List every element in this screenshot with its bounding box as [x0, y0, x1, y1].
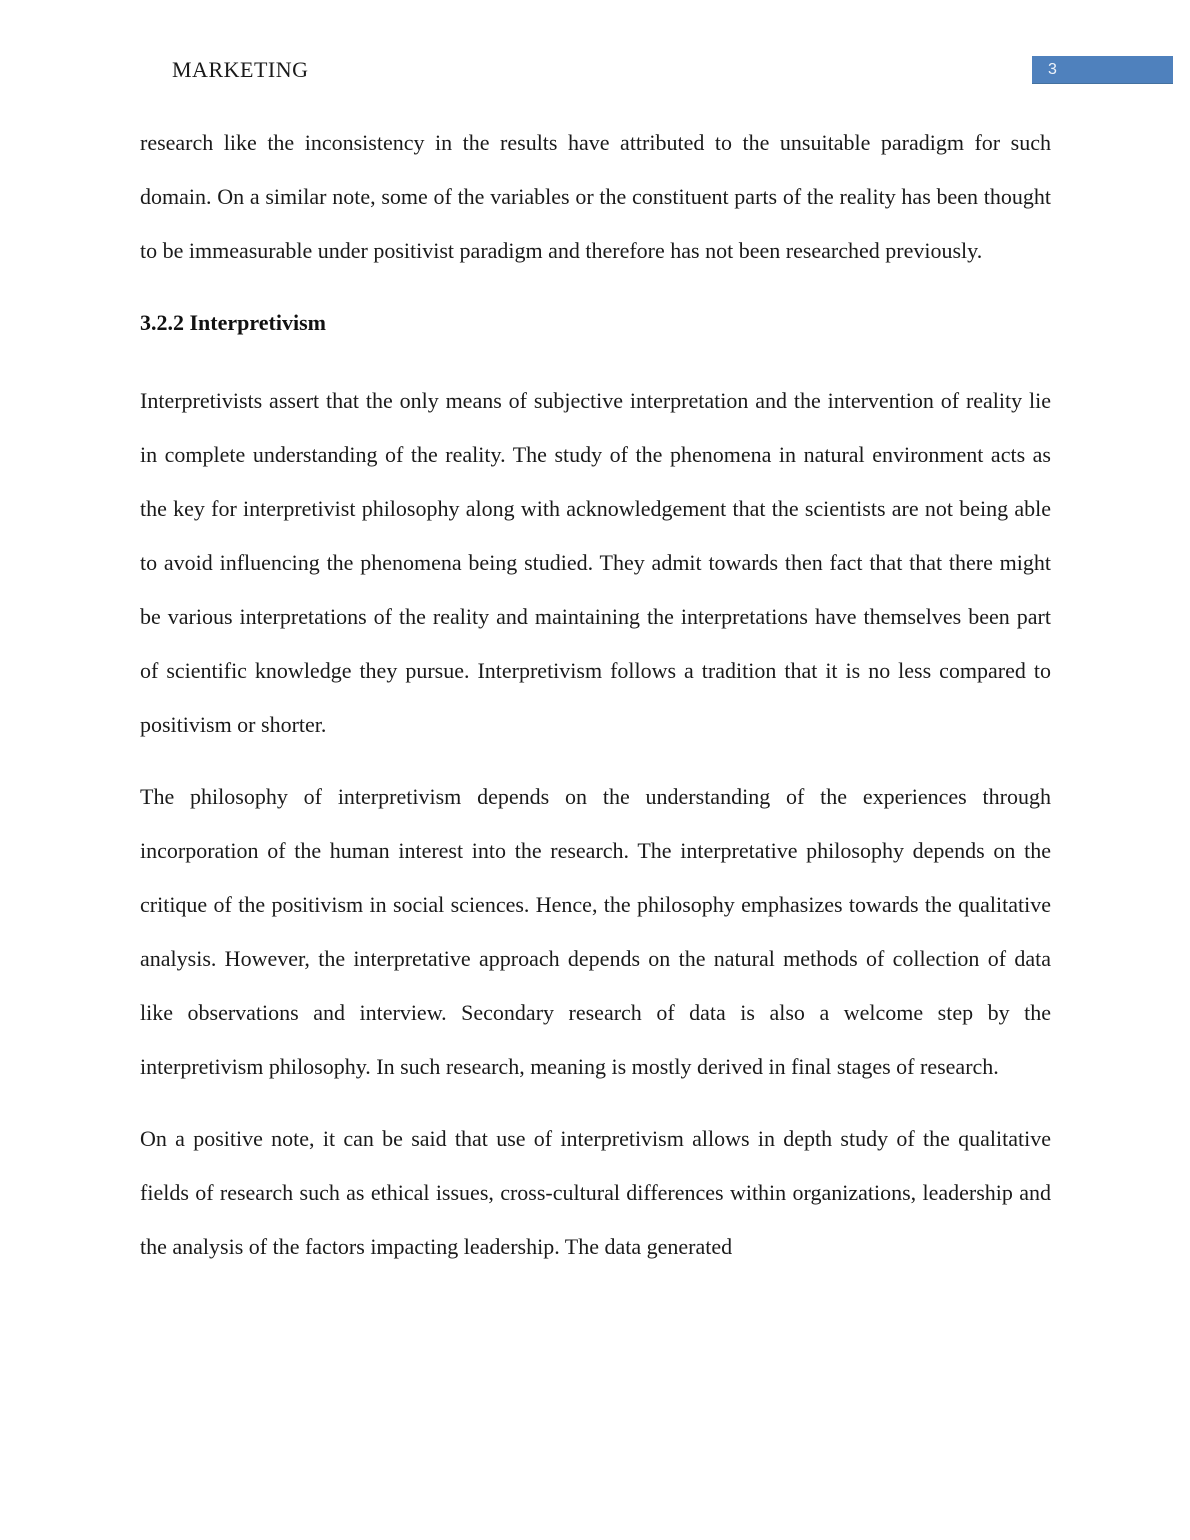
- paragraph: research like the inconsistency in the results have attributed to the unsuitable paradigm for such domain. On a similar note, some of the variables or the constituent parts of the reality has been thought to be immeasurable under positivist paradigm and therefore has not been researched previously.: [140, 130, 1051, 263]
- running-head: MARKETING: [172, 57, 309, 82]
- document-body: [140, 116, 1051, 1292]
- paragraph: On a positive note, it can be said that use of interpretivism allows in depth study of the qualitative fields of research such as ethical issues, cross-cultural differences within organizations, leadership and the analysis of the factors impacting leadership. The data generated: [140, 1126, 1051, 1259]
- section-heading: 3.2.2 Interpretivism: [140, 310, 326, 335]
- paragraph: The philosophy of interpretivism depends on the understanding of the experiences through incorporation of the human interest into the research. The interpretative philosophy depends on the critique of the positivism in social sciences. Hence, the philosophy emphasizes towards the qualitative analysis. However, the interpretative approach depends on the natural methods of collection of data like observations and interview. Secondary research of data is also a welcome step by the interpretivism philosophy. In such research, meaning is mostly derived in final stages of research.: [140, 784, 1051, 1079]
- paragraph: Interpretivists assert that the only means of subjective interpretation and the intervention of reality lie in complete understanding of the reality. The study of the phenomena in natural environment acts as the key for interpretivist philosophy along with acknowledgement that the scientists are not being able to avoid influencing the phenomena being studied. They admit towards then fact that that there might be various interpretations of the reality and maintaining the interpretations have themselves been part of scientific knowledge they pursue. Interpretivism follows a tradition that it is no less compared to positivism or shorter.: [140, 388, 1051, 737]
- page-number-badge: 3: [1032, 56, 1173, 84]
